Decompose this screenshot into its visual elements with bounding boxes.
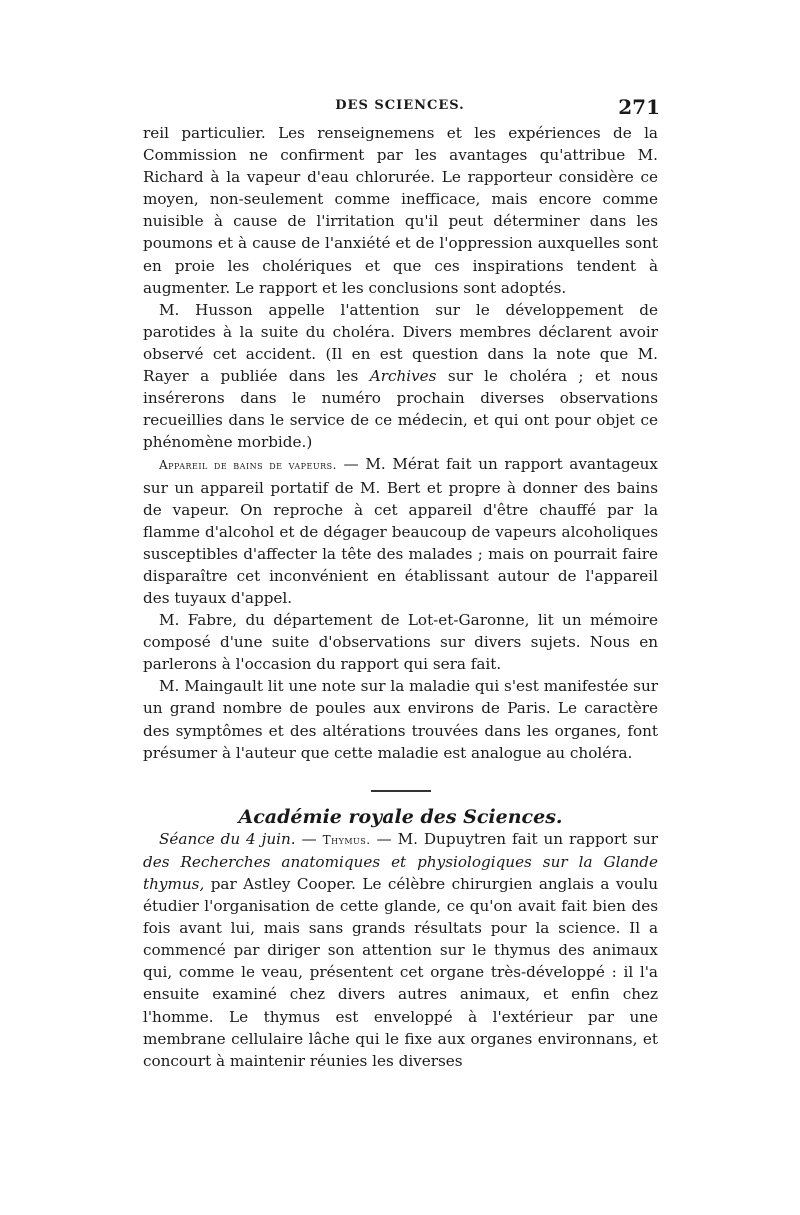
- thymus-heading: Thymus.: [322, 832, 371, 847]
- paragraph-appareil: [143, 453, 658, 609]
- running-head: DES SCIENCES.: [335, 98, 465, 113]
- thymus-text-b: par Astley Cooper. Le célèbre chirurgien anglais a voulu étudier l'organisation de cette glande, ce qu'on avait fait bien des fois avant lui, mais sans grands résultats pour la science. Il a commencé par diriger son attention sur le thymus des animaux qui, comme le veau, présentent cet organe très-développé : il l'a ensuite examiné chez divers autres animaux, et enfin chez l'homme. Le thymus est enveloppé à l'extérieur par une membrane cellulaire lâche qui le fixe aux organes environnans, et concourt à maintenir réunies les diverses: [143, 875, 658, 1070]
- paragraph-commission-report: reil particulier. Les renseignemens et les expériences de la Commission ne confirment par les avantages qu'attribue M. Richard à la vapeur d'eau chlorurée. Le rapporteur considère ce moyen, non-seulement comme inefficace, mais encore comme nuisible à cause de l'irritation qu'il peut déterminer dans les poumons et à cause de l'anxiété et de l'oppression auxquelles sont en proie les cholériques et que ces inspirations tendent à augmenter. Le rapport et les conclusions sont adoptés.: [143, 124, 658, 297]
- appareil-heading: Appareil de bains de vapeurs.: [159, 458, 337, 473]
- paragraph-maingault: M. Maingault lit une note sur la maladie qui s'est manifestée sur un grand nombre de poules aux environs de Paris. Le caractère des symptômes et des altérations trouvées dans les organes, font présumer à l'auteur que cette maladie est analogue au choléra.: [143, 677, 658, 762]
- appareil-text: — M. Mérat fait un rapport avantageux sur un appareil portatif de M. Bert et propre à donner des bains de vapeur. On reproche à cet appareil d'être chauffé par la flamme d'alcohol et de dégager beaucoup de vapeurs alcoholiques susceptibles d'affecter la tête des malades ; mais on pourrait faire disparaître cet inconvénient en établissant autour de l'appareil des tuyaux d'appel.: [143, 455, 658, 607]
- archives-title: Archives: [369, 367, 437, 386]
- thymus-work-title: des Recherches anatomiques et physiologiques sur la Glande thymus,: [143, 852, 658, 893]
- paragraph-fabre: M. Fabre, du département de Lot-et-Garonne, lit un mémoire composé d'une suite d'observations sur divers sujets. Nous en parlerons à l'occasion du rapport qui sera fait.: [143, 611, 658, 674]
- paragraph-thymus: [143, 828, 658, 1072]
- seance-date: Séance du 4 juin.: [159, 829, 296, 848]
- husson-text-a: M. Husson appelle l'attention sur le développement de parotides à la suite du choléra. Divers membres déclarent avoir observé cet accident. (Il en est question dans la note que M. Rayer a publiée dans les: [143, 300, 658, 386]
- page-number: 271: [618, 95, 660, 119]
- page-header: [140, 95, 660, 122]
- section-title: Académie royale des Sciences.: [238, 805, 563, 828]
- husson-text-b: sur le choléra ; et nous insérerons dans le numéro prochain diverses observations recueillies dans le service de ce médecin, et qui ont pour objet ce phénomène morbide.): [143, 367, 658, 452]
- section-divider: [371, 790, 431, 792]
- thymus-dash: —: [295, 829, 323, 848]
- paragraph-husson: [143, 299, 658, 454]
- body-text: [143, 122, 658, 1072]
- thymus-text-a: — M. Dupuytren fait un rapport sur: [370, 829, 658, 848]
